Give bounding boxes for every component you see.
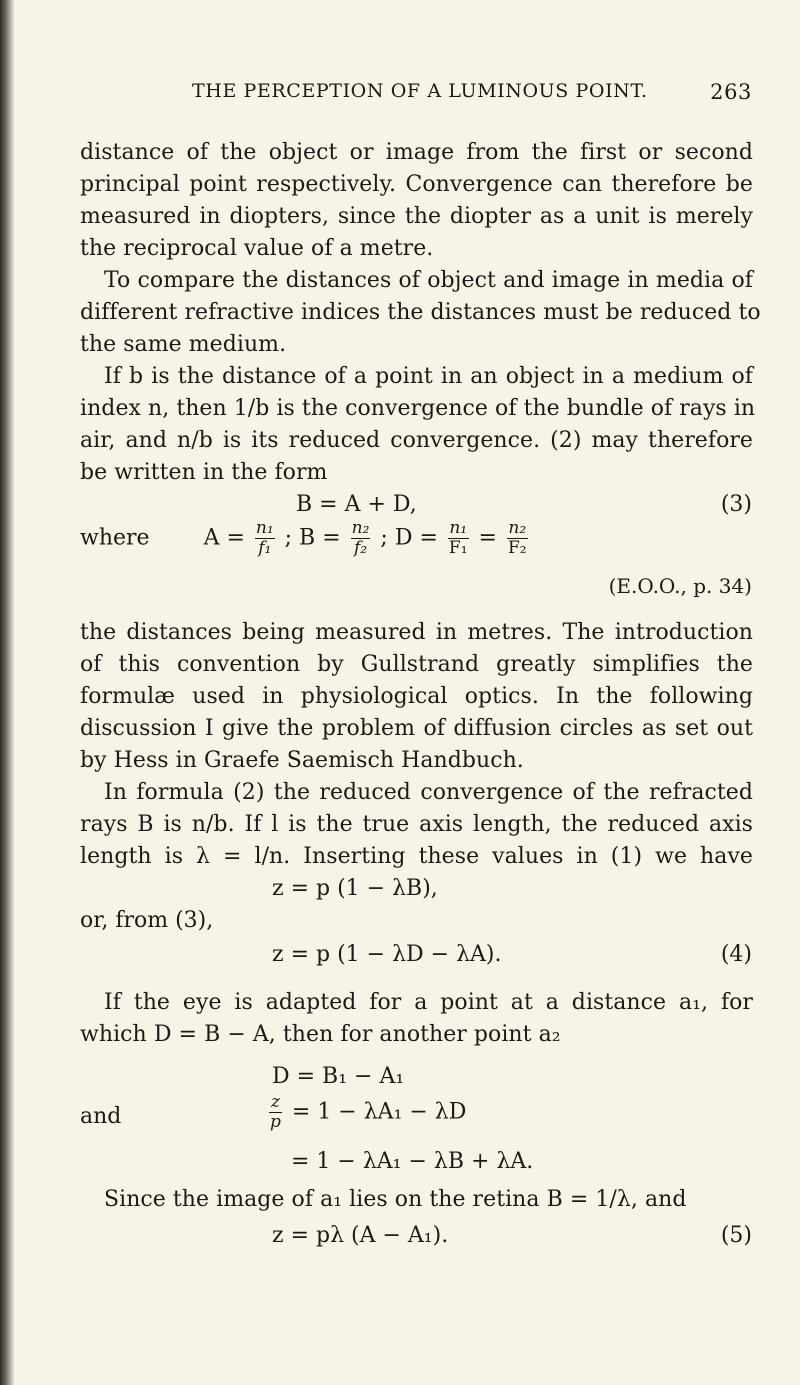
eq-part: ; B =	[284, 525, 341, 551]
text-line: the reciprocal value of a metre.	[80, 236, 434, 261]
equation: = 1 − λA₁ − λB + λA.	[291, 1149, 534, 1174]
equation: D = B₁ − A₁	[272, 1064, 405, 1089]
fraction: $\frac{\text{n₁}}{\text{f₁}}$	[255, 518, 274, 558]
equation-number: (5)	[720, 1223, 752, 1248]
text-line: formulæ used in physiological optics. In the following	[80, 684, 753, 709]
text-line: measured in diopters, since the diopter as a unit is merely	[80, 204, 753, 229]
text-line: To compare the distances of object and image in media of	[104, 268, 753, 293]
text-line: If b is the distance of a point in an object in a medium of	[104, 364, 753, 389]
text-line: by Hess in Graefe Saemisch Handbuch.	[80, 748, 524, 773]
text-line: Since the image of a₁ lies on the retina B = 1/λ, and	[104, 1187, 687, 1212]
fraction: $\frac{\text{n₁}}{\text{F₁}}$	[448, 518, 468, 558]
equation-4: z = p (1 − λD − λA).	[272, 942, 502, 967]
text-line: distance of the object or image from the first or second	[80, 140, 753, 165]
eq-part: ; D =	[380, 525, 438, 551]
equation-number: (3)	[720, 492, 752, 517]
text-line: length is λ = l/n. Inserting these values in (1) we have	[80, 844, 753, 869]
text-line: index n, then 1/b is the convergence of the bundle of rays in	[80, 396, 756, 421]
text-line: which D = B − A, then for another point a₂	[80, 1022, 561, 1047]
eq-part: =	[478, 525, 497, 551]
text-line: the distances being measured in metres. The introduction	[80, 620, 753, 645]
text-line: be written in the form	[80, 460, 328, 485]
running-header	[192, 80, 752, 110]
eq-part: A =	[203, 525, 245, 551]
and-label: and	[80, 1104, 122, 1129]
reference: (E.O.O., p. 34)	[608, 574, 752, 598]
text-line: the same medium.	[80, 332, 287, 357]
text-line: different refractive indices the distances must be reduced to	[80, 300, 761, 325]
fraction: $\frac{\text{n₂}}{\text{F₂}}$	[507, 518, 527, 558]
equation-3: B = A + D,	[296, 492, 417, 517]
eq-part: = 1 − λA₁ − λD	[291, 1099, 467, 1125]
text-line: In formula (2) the reduced convergence of the refracted	[104, 780, 753, 805]
equation-5: z = pλ (A − A₁).	[272, 1223, 449, 1248]
where-label: where	[80, 525, 150, 551]
fraction: $\frac{\text{n₂}}{\text{f₂}}$	[351, 518, 370, 558]
text-line: of this convention by Gullstrand greatly simplifies the	[80, 652, 753, 677]
fraction: $\frac{z}{p}$	[270, 1092, 281, 1132]
page-number: 263	[710, 80, 752, 104]
text-line: air, and n/b is its reduced convergence. (2) may therefore	[80, 428, 753, 453]
text-line: If the eye is adapted for a point at a distance a₁, for	[104, 990, 753, 1015]
equation	[266, 1094, 466, 1131]
where-equations	[80, 520, 531, 557]
header-title: THE PERCEPTION OF A LUMINOUS POINT.	[192, 80, 648, 102]
text-line: or, from (3),	[80, 908, 214, 933]
equation-number: (4)	[720, 942, 752, 967]
equation: z = p (1 − λB),	[272, 876, 438, 901]
text-line: rays B is n/b. If l is the true axis length, the reduced axis	[80, 812, 753, 837]
text-line: principal point respectively. Convergence can therefore be	[80, 172, 753, 197]
text-line: discussion I give the problem of diffusion circles as set out	[80, 716, 753, 741]
